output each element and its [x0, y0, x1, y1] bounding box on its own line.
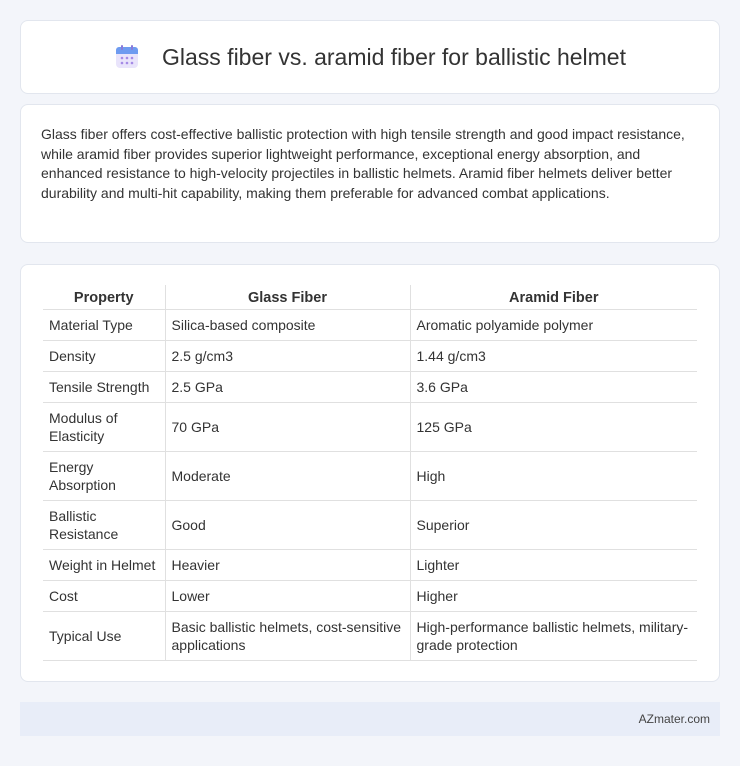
row-glass-value: Silica-based composite	[165, 309, 410, 340]
row-property: Density	[43, 340, 165, 371]
row-glass-value: 2.5 GPa	[165, 371, 410, 402]
row-property: Energy Absorption	[43, 451, 165, 500]
title-card	[20, 20, 720, 94]
table-row	[43, 402, 697, 451]
row-property: Cost	[43, 580, 165, 611]
row-aramid-value: Aromatic polyamide polymer	[410, 309, 697, 340]
page-title: Glass fiber vs. aramid fiber for ballistic helmet	[162, 43, 626, 70]
table-row	[43, 309, 697, 340]
row-property: Ballistic Resistance	[43, 500, 165, 549]
header-property: Property	[43, 285, 165, 309]
comparison-table-card	[20, 264, 720, 682]
table-row	[43, 611, 697, 660]
footer-bar	[20, 702, 720, 736]
table-row	[43, 340, 697, 371]
row-aramid-value: Superior	[410, 500, 697, 549]
row-aramid-value: 1.44 g/cm3	[410, 340, 697, 371]
row-aramid-value: Lighter	[410, 549, 697, 580]
comparison-table	[43, 285, 697, 661]
row-aramid-value: High-performance ballistic helmets, military-grade protection	[410, 611, 697, 660]
row-glass-value: Heavier	[165, 549, 410, 580]
row-glass-value: Basic ballistic helmets, cost-sensitive applications	[165, 611, 410, 660]
row-aramid-value: 3.6 GPa	[410, 371, 697, 402]
table-row	[43, 580, 697, 611]
table-row	[43, 500, 697, 549]
row-property: Tensile Strength	[43, 371, 165, 402]
row-property: Material Type	[43, 309, 165, 340]
row-glass-value: Good	[165, 500, 410, 549]
calendar-icon	[114, 44, 140, 70]
row-aramid-value: Higher	[410, 580, 697, 611]
row-property: Weight in Helmet	[43, 549, 165, 580]
table-row	[43, 371, 697, 402]
header-glass-fiber: Glass Fiber	[165, 285, 410, 309]
table-row	[43, 451, 697, 500]
row-glass-value: Lower	[165, 580, 410, 611]
row-aramid-value: 125 GPa	[410, 402, 697, 451]
row-glass-value: 2.5 g/cm3	[165, 340, 410, 371]
summary-card	[20, 104, 720, 243]
table-header-row	[43, 285, 697, 309]
row-aramid-value: High	[410, 451, 697, 500]
row-glass-value: Moderate	[165, 451, 410, 500]
row-glass-value: 70 GPa	[165, 402, 410, 451]
row-property: Typical Use	[43, 611, 165, 660]
footer-brand: AZmater.com	[638, 712, 710, 726]
summary-text: Glass fiber offers cost-effective ballistic protection with high tensile strength and good impact resistance, while aramid fiber provides superior lightweight performance, exceptional energy absorption, and enhanced resistance to high-velocity projectiles in ballistic helmets. Aramid fiber helmets deliver better durability and multi-hit capability, making them preferable for advanced combat applications.	[41, 126, 685, 201]
table-row	[43, 549, 697, 580]
row-property: Modulus of Elasticity	[43, 402, 165, 451]
header-aramid-fiber: Aramid Fiber	[410, 285, 697, 309]
